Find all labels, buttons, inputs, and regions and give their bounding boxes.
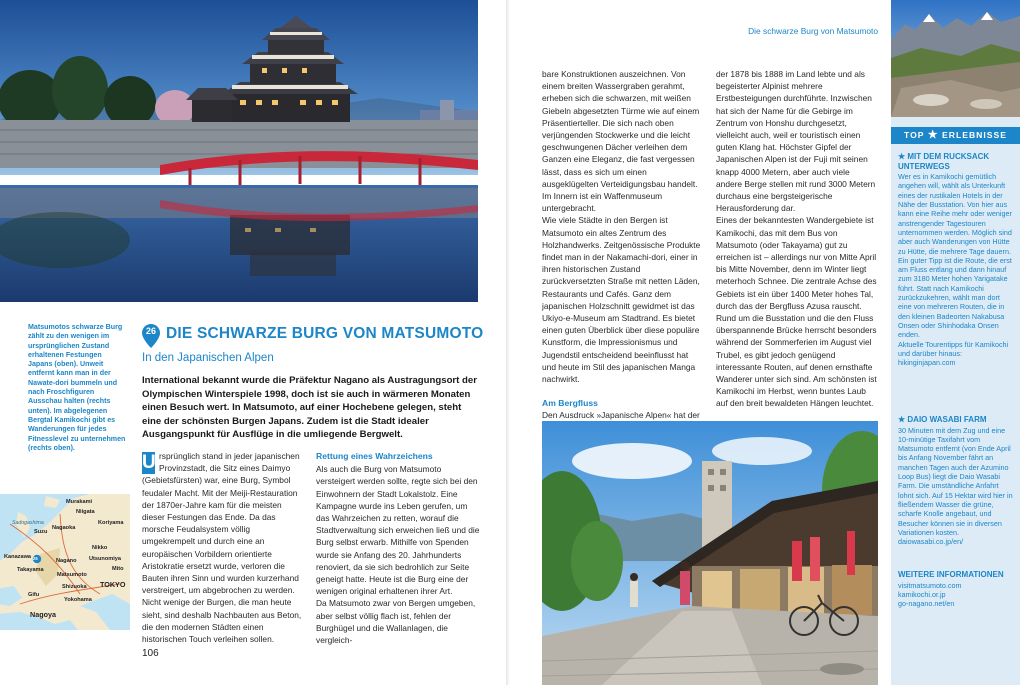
body-column-3-text-b: Den Ausdruck »Japanische Alpen« hat der — [542, 410, 700, 421]
banner-top-text: TOP — [904, 130, 925, 140]
body-column-1-text: rsprünglich stand in jeder japanischen Provinzstadt, die Sitz eines Daimyo (Gebietsfürsten) war, eine Burg, Symbol feudaler Macht. Mit der Meiji-Restauration der 1870er-Jahre kam für die meisten dieser Festungen das Ende. Da das morsche Feudalsystem völlig umgekrempelt und durch eine an europäischen Vorbildern orientierte Aristokratie ersetzt wurde, verloren die Bauten ihren Sinn und wurden kurzerhand verstreigert, um abgebrochen zu werden. Nicht wenige der Burgen, die man heute sieht, sind deshalb Nachbauten aus Beton, die den modernen Städten einen historischen Touch verleihen sollen. — [142, 451, 302, 645]
subheading-rettung: Rettung eines Wahrzeichens — [316, 451, 433, 461]
tip-text-rucksack: Wer es in Kamikochi gemütlich angehen will, wählt als Unterkunft eines der rustikalen Hotels in der Nähe der Busstation. Von hier aus kann eine Reihe mehr oder weniger anstrengender Tagestouren unternommen werden. Möglich sind aber auch Wanderungen von Hütte zu Hütte, die mehrere Tage dauern. Ein guter Tipp ist die Route, die erst am Fluss entlang und dann hinauf zum 3180 Meter hohen Yarigatake führt. Statt nach Kamikochi zurückzukehren, wählt man dort eine von mehreren Routen, die in den kleinen Badeorten Nakabusa Onsen oder Shinhodaka Onsen enden. Aktuelle Tourentipps für Kamikochi und darüber hinaus: hikinginjapan.com — [898, 172, 1012, 368]
body-column-2 — [316, 450, 482, 646]
map-label-sadogashima: Sadogashima — [12, 520, 44, 526]
info-links-weitere: visitmatsumoto.com kamikochi.or.jp go-nagano.net/en — [898, 580, 962, 609]
matsumoto-castle-photo — [0, 0, 478, 302]
map-label-suzu: Suzu — [34, 529, 48, 535]
tip-title-wasabi: ★ DAIO WASABI FARM — [898, 415, 987, 424]
map-label-yokohama: Yokohama — [64, 597, 92, 603]
page-spine — [506, 0, 510, 685]
subheading-bergfluss: Am Bergfluss — [542, 398, 598, 409]
info-box-weitere — [898, 570, 1014, 608]
photo-caption: Matsumotos schwarze Burg zählt zu den wenigen im ursprünglichen Zustand erhaltenen Festungen Japans (oben). Unweit entfernt kann man in der Nawate-dori bummeln und nach Froschfiguren Ausschau halten (rechts unten). Im abgelegenen Bergtal Kamikochi gibt es Wanderungen für jedes Fitnesslevel zu unternehmen (rechts oben). — [28, 323, 126, 452]
drop-cap: U — [142, 452, 156, 473]
tip-box-rucksack — [898, 152, 1014, 367]
map-label-mito: Mito — [112, 566, 124, 572]
map-label-tokyo: TOKYO — [100, 580, 126, 589]
body-column-3 — [542, 68, 704, 446]
tip-box-wasabi — [898, 415, 1014, 546]
map-marker-number: 26 — [33, 556, 38, 561]
map-label-koriyama: Koriyama — [98, 520, 124, 526]
region-map — [0, 494, 130, 630]
info-title-weitere: WEITERE INFORMATIONEN — [898, 570, 1004, 579]
map-label-kanazawa: Kanazawa — [4, 554, 32, 560]
tip-title-rucksack: ★ MIT DEM RUCKSACK UNTERWEGS — [898, 152, 990, 171]
map-label-niigata: Niigata — [76, 509, 95, 515]
banner-erlebnisse-text: ERLEBNISSE — [942, 130, 1007, 140]
chapter-number: 26 — [145, 326, 156, 336]
tip-text-wasabi: 30 Minuten mit dem Zug und eine 10-minütige Taxifahrt vom Matsumoto entfernt (von Ende April bis Anfang November fährt an manchen Tagen auch der Azumino Loop Bus) liegt die Daio Wasabi Farm. Die umständliche Anfahrt lohnt sich. Auf 15 Hektar wird hier in fließendem Wasser die grüne, scharfe Knolle angebaut, und Besucher können sie in diversen Variationen kosten. daiowasabi.co.jp/en/ — [898, 425, 1013, 547]
body-column-3-text-a: bare Konstruktionen auszeichnen. Von einem breiten Wassergraben gerahmt, erheben sich die schwarzen, mit weißen Giebeln abgesetzten Türme wie auf einem Präsentierteller. Die sich nach oben verjüngenden Stockwerke und die leicht geschwungenen Dächer verleihen dem Ganzen eine Eleganz, die fast vergessen lässt, dass es sich um einen ausgeklügelten Verteidigungsbau handelt. Im Innern ist ein Waffenmuseum untergebracht. Wie viele Städte in den Bergen ist Matsumoto ein altes Zentrum des Holzhandwerks. Zeitgenössische Produkte findet man in der Nakamachi-dori, einer in ihren historischen Zustand zurückversetzten Straße mit netten Läden, Restaurants und Cafés. Ganz dem japanischen Holzschnitt gewidmet ist das Ukiyo-e-Museum am Stadtrand. Es bietet einen guten Überblick über diese populäre Kunstform, die Impressionismus und Jugendstil entscheidend beeinflusst hat und heute im Stil des japanischen Manga nachwirkt. — [542, 69, 701, 385]
map-label-matsumoto: Matsumoto — [57, 572, 87, 578]
map-label-shizuoka: Shizuoka — [62, 584, 87, 590]
chapter-title: DIE SCHWARZE BURG VON MATSUMOTO — [166, 325, 484, 342]
kamikochi-mountain-photo — [891, 0, 1020, 117]
page-number: 106 — [142, 648, 159, 659]
star-icon: ★ — [927, 129, 939, 141]
map-label-nikko: Nikko — [92, 545, 108, 551]
top-erlebnisse-banner — [891, 127, 1020, 144]
map-label-nagoya: Nagoya — [30, 610, 56, 619]
map-label-utsunomiya: Utsunomiya — [89, 556, 122, 562]
map-label-murakami: Murakami — [66, 499, 93, 505]
map-label-takayama: Takayama — [17, 567, 44, 573]
nawate-dori-street-photo — [542, 421, 878, 685]
map-label-nagaoka: Nagaoka — [52, 525, 76, 531]
running-header: Die schwarze Burg von Matsumoto — [748, 26, 878, 36]
map-label-nagano: Nagano — [56, 558, 77, 564]
intro-paragraph: International bekannt wurde die Präfektur Nagano als Austragungsort der Olympischen Winterspiele 1998, doch ist sie auch in wärmeren Monaten einen Besuch wert. In Matsumoto, auf einer Hochebene gelegen, steht eine der schönsten Burgen Japans. Zudem ist die Stadt idealer Ausgangspunkt für Ausflüge in die umliegende Bergwelt. — [142, 375, 477, 440]
body-column-1 — [142, 450, 304, 645]
chapter-subtitle: In den Japanischen Alpen — [142, 352, 274, 364]
body-column-4-text: der 1878 bis 1888 im Land lebte und als begeisterter Alpinist mehrere Erstbesteigungen durchführte. Inzwischen hat sich der Name für die Gebirge im Zentrum von Honshu durchgesetzt, vielleicht auch, weil er touristisch einen guten Klang hat. Höchster Gipfel der Japanischen Alpen ist der Fuji mit seinen knapp 4000 Metern, aber auch viele andere Berge stellen mit rund 3000 Metern durchaus eine bergsteigerische Herausforderung dar. Eines der bekanntesten Wandergebiete ist Kamikochi, das mit dem Bus von Matsumoto (oder Takayama) gut zu erreichen ist – allerdings nur von Mitte April bis Mitte November, denn im Winter liegt meterhoch Schnee. Die zentrale Achse des Gebiets ist ein über 1400 Meter hohes Tal, durch das der Bergfluss Azusa rauscht. Rund um die Busstation und die den Fluss überspannende Brücke herrscht besonders während der Sommerferien im August viel Trubel, es gibt jedoch genügend interessante Routen, auf denen ernsthafte Wanderer unter sich sind. Am schönsten ist Kamikochi im Herbst, wenn buntes Laub auf den breit bewaldeten Hängen leuchtet. — [716, 69, 877, 409]
body-column-2-text: Als auch die Burg von Matsumoto versteigert werden sollte, regte sich bei den Einwohnern der Stadt Lokalstolz. Eine Kampagne wurde ins Leben gerufen, um das Wahrzeichen zu retten, worauf die Stadtverwaltung sich erweichen ließ und die Burg selbst erwarb. Mithilfe von Spenden wurde sie Anfang des 20. Jahrhunderts renoviert, da sie sich bedrohlich zur Seite geneigt hatte. Heute ist die Burg eine der wenigen original erhaltenen ihrer Art. Da Matsumoto zwar von Bergen umgeben, aber selbst völlig flach ist, fehlen der Burghügel und die Wallanlagen, die vergleich- — [316, 464, 480, 646]
map-label-gifu: Gifu — [28, 592, 40, 598]
chapter-number-pin — [142, 324, 160, 348]
body-column-4 — [716, 68, 878, 410]
